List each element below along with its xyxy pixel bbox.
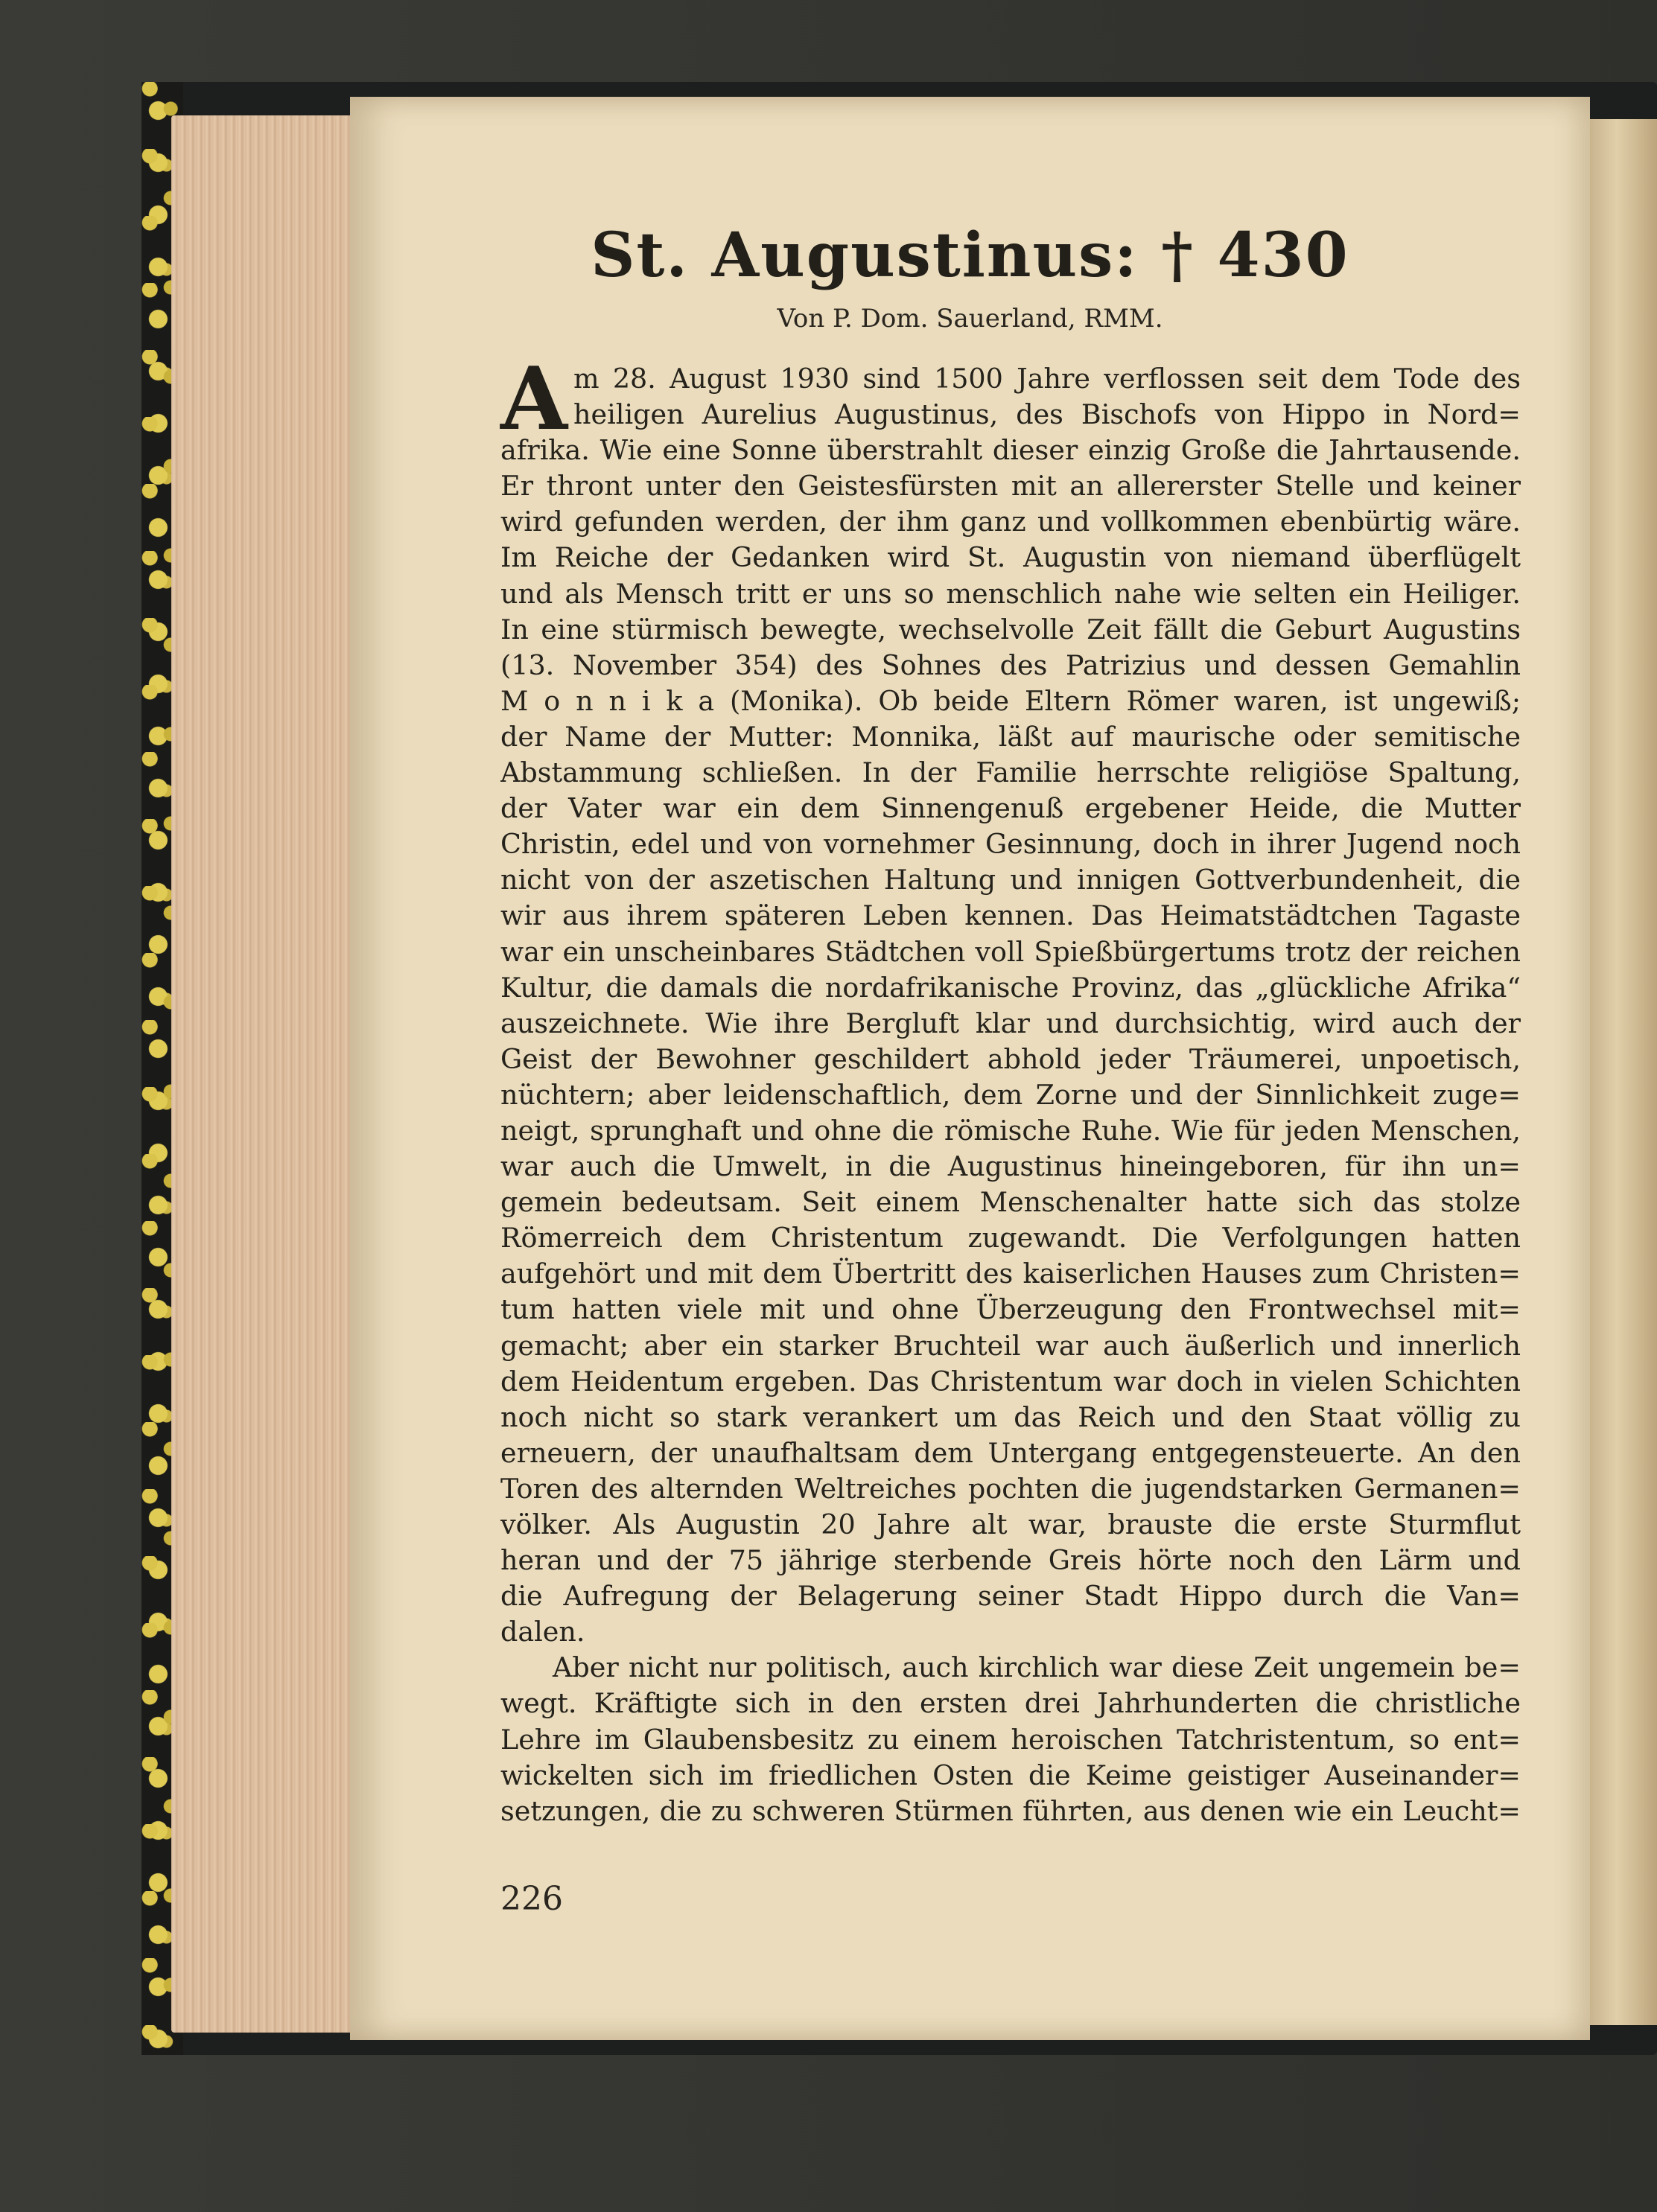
article-byline: Von P. Dom. Sauerland, RMM.	[777, 304, 1163, 334]
text-line: aufgehört und mit dem Übertritt des kaiserlichen Hauses zum Christen=	[500, 1258, 1521, 1290]
text-line: dalen.	[500, 1616, 585, 1648]
text-line: wir aus ihrem späteren Leben kennen. Das Heimatstädtchen Tagaste	[500, 899, 1521, 932]
text-line: (13. November 354) des Sohnes des Patrizius und dessen Gemahlin	[500, 648, 1521, 681]
text-line: dem Heidentum ergeben. Das Christentum war doch in vielen Schichten	[500, 1365, 1521, 1397]
text-line: gemacht; aber ein starker Bruchteil war auch äußerlich und innerlich	[500, 1329, 1521, 1362]
text-line: tum hatten viele mit und ohne Überzeugung den Frontwechsel mit=	[500, 1293, 1521, 1326]
text-line: wird gefunden werden, der ihm ganz und vollkommen ebenbürtig wäre.	[500, 506, 1521, 538]
text-line: der Name der Mutter: Monnika, läßt auf maurische oder semitische	[500, 720, 1521, 753]
text-line: der Vater war ein dem Sinnengenuß ergebener Heide, die Mutter	[500, 792, 1521, 825]
text-line: In eine stürmisch bewegte, wechselvolle Zeit fällt die Geburt Augustins	[500, 613, 1521, 646]
text-line: die Aufregung der Belagerung seiner Stadt Hippo durch die Van=	[500, 1580, 1521, 1613]
article-title: St. Augustinus: † 430	[591, 220, 1349, 291]
article-body	[500, 348, 1521, 1829]
drop-cap: A	[500, 348, 568, 450]
page-stack-edge	[171, 115, 350, 2033]
text-line: gemein bedeutsam. Seit einem Menschenalter hatte sich das stolze	[500, 1186, 1521, 1219]
text-line: nicht von der aszetischen Haltung und innigen Gottverbundenheit, die	[500, 864, 1521, 896]
text-line: Lehre im Glaubensbesitz zu einem heroischen Tatchristentum, so ent=	[500, 1723, 1521, 1756]
text-line: heiligen Aurelius Augustinus, des Bischofs von Hippo in Nord=	[573, 398, 1521, 431]
facing-page-edge	[1590, 119, 1657, 2025]
text-line: Im Reiche der Gedanken wird St. Augustin von niemand überflügelt	[500, 541, 1521, 574]
text-line: nüchtern; aber leidenschaftlich, dem Zorne und der Sinnlichkeit zuge=	[500, 1078, 1521, 1111]
text-line: erneuern, der unaufhaltsam dem Untergang entgegensteuerte. An den	[500, 1436, 1521, 1469]
text-line: M o n n i k a (Monika). Ob beide Eltern Römer waren, ist ungewiß;	[500, 684, 1521, 717]
text-line: wegt. Kräftigte sich in den ersten drei Jahrhunderten die christliche	[500, 1687, 1521, 1720]
page-number: 226	[500, 1880, 563, 1918]
text-line: neigt, sprunghaft und ohne die römische Ruhe. Wie für jeden Menschen,	[500, 1114, 1521, 1147]
text-line: Aber nicht nur politisch, auch kirchlich war diese Zeit ungemein be=	[553, 1651, 1521, 1684]
text-line: Abstammung schließen. In der Familie herrschte religiöse Spaltung,	[500, 756, 1521, 789]
text-line: wickelten sich im friedlichen Osten die Keime geistiger Auseinander=	[500, 1759, 1521, 1791]
text-line: m 28. August 1930 sind 1500 Jahre verflossen seit dem Tode des	[573, 363, 1521, 395]
text-line: Er thront unter den Geistesfürsten mit an allererster Stelle und keiner	[500, 470, 1521, 503]
text-line: Römerreich dem Christentum zugewandt. Die Verfolgungen hatten	[500, 1222, 1521, 1255]
text-line: war ein unscheinbares Städtchen voll Spießbürgertums trotz der reichen	[500, 935, 1521, 968]
text-line: Geist der Bewohner geschildert abhold jeder Träumerei, unpoetisch,	[500, 1042, 1521, 1075]
text-line: Christin, edel und von vornehmer Gesinnung, doch in ihrer Jugend noch	[500, 828, 1521, 861]
text-line: war auch die Umwelt, in die Augustinus hineingeboren, für ihn un=	[500, 1150, 1521, 1183]
text-line: Kultur, die damals die nordafrikanische Provinz, das „glückliche Afrika“	[500, 971, 1521, 1004]
text-line: setzungen, die zu schweren Stürmen führten, aus denen wie ein Leucht=	[500, 1794, 1521, 1827]
text-line: völker. Als Augustin 20 Jahre alt war, brauste die erste Sturmflut	[500, 1508, 1521, 1540]
text-line: heran und der 75 jährige sterbende Greis hörte noch den Lärm und	[500, 1544, 1521, 1577]
text-line: Toren des alternden Weltreiches pochten die jugendstarken Germanen=	[500, 1472, 1521, 1505]
text-line: noch nicht so stark verankert um das Reich und den Staat völlig zu	[500, 1400, 1521, 1433]
text-line: auszeichnete. Wie ihre Bergluft klar und durchsichtig, wird auch der	[500, 1007, 1521, 1039]
text-line: und als Mensch tritt er uns so menschlich nahe wie selten ein Heiliger.	[500, 577, 1521, 610]
text-line: afrika. Wie eine Sonne überstrahlt dieser einzig Große die Jahrtausende.	[500, 434, 1521, 467]
